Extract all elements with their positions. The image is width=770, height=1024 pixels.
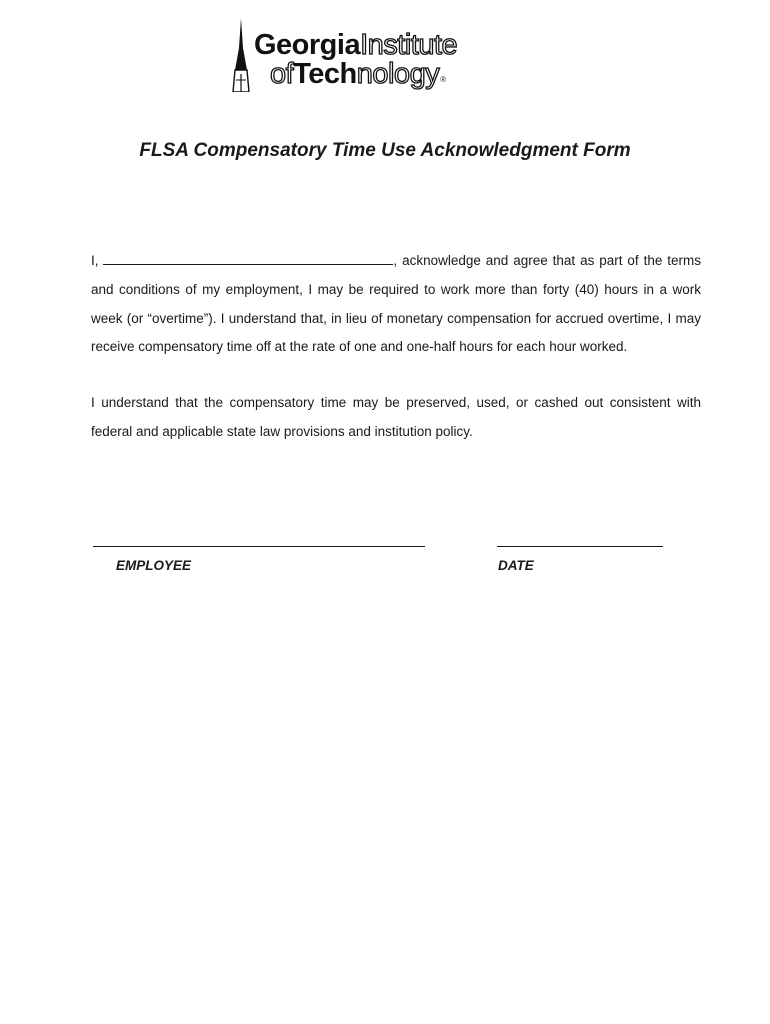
logo-word-of: of <box>270 58 294 90</box>
employee-signature-line[interactable] <box>93 546 425 547</box>
logo-word-nology: nology <box>356 58 440 90</box>
logo-word-georgia: Georgia <box>254 29 361 61</box>
logo-word-institute: Institute <box>360 29 458 61</box>
paragraph-body: , acknowledge and agree that as part of the terms and conditions of my employment, I may be required to work more than forty (40) hours in a work week (or “overtime”). I understand that, in lieu of monetary compensation for accrued overtime, I may receive compensatory time off at the rate of one and one-half hours for each hour worked. <box>91 253 701 355</box>
acknowledgment-paragraph <box>91 247 701 362</box>
employee-label: EMPLOYEE <box>116 558 192 573</box>
logo-line-1 <box>254 30 457 60</box>
employee-name-blank[interactable] <box>103 250 393 265</box>
paragraph-prefix: I, <box>91 253 104 268</box>
date-label: DATE <box>498 558 534 573</box>
policy-paragraph: I understand that the compensatory time may be preserved, used, or cashed out consistent with federal and applicable state law provisions and institution policy. <box>91 395 701 439</box>
registered-mark: ® <box>440 75 446 84</box>
date-signature-line[interactable] <box>497 546 663 547</box>
georgia-tech-logo <box>230 18 540 92</box>
logo-line-2 <box>270 59 446 89</box>
logo-word-tech: Tech <box>293 58 357 90</box>
tech-tower-spire-icon <box>230 18 252 92</box>
form-title: FLSA Compensatory Time Use Acknowledgment Form <box>139 140 631 161</box>
